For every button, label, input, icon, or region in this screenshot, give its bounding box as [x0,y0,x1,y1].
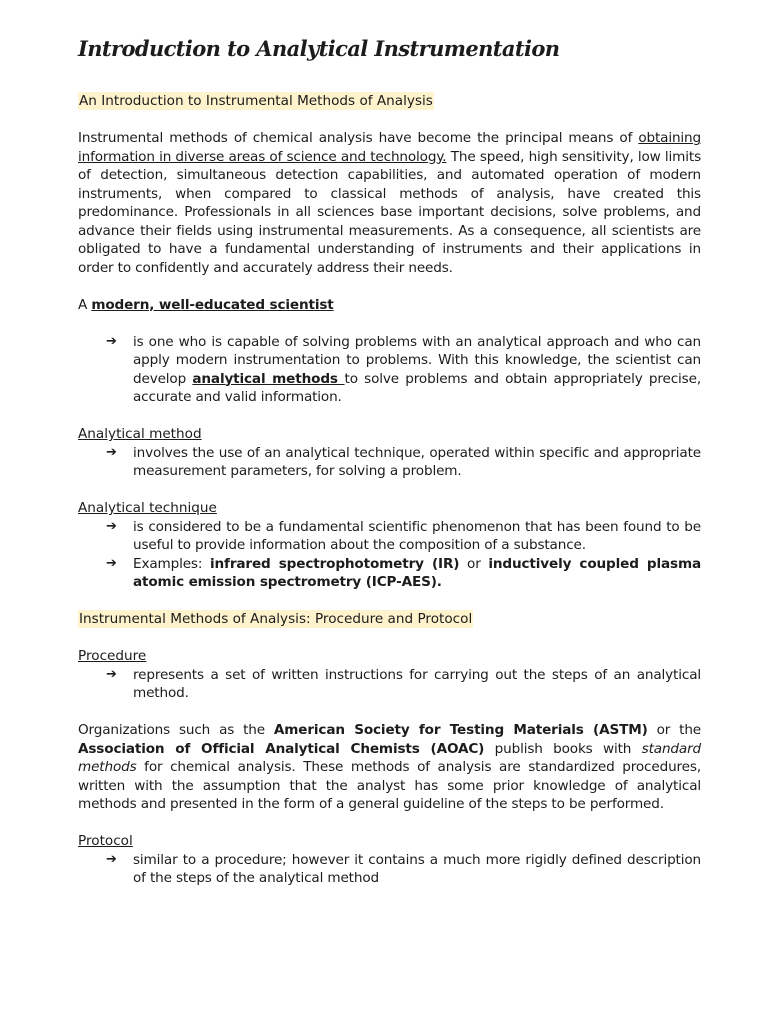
arrow-right-icon: ➔ [106,518,117,534]
example-icp-aes: inductively coupled plasma atomic emission spectrometry (ICP-AES). [133,555,701,590]
protocol-term: Protocol [78,833,133,849]
org-text-a: Organizations such as the [78,722,274,738]
analytical-method-definition: involves the use of an analytical technique, operated within specific and appropriate measurement parameters, for solving a problem. [133,444,701,479]
org-astm: American Society for Testing Materials (ASTM) [273,722,648,738]
intro-paragraph [78,129,701,277]
list-item [78,666,701,703]
section-heading-procedure-protocol [78,610,701,629]
scientist-bullet-text-a: is one who is capable of solving problems with an analytical approach and who can apply modern instrumentation to problems. With this knowledge, the scientist can develop [133,333,701,387]
list-item [78,444,701,481]
organizations-paragraph [78,721,701,814]
analytical-technique-bullets [78,518,701,592]
scientist-bullets [78,333,701,407]
document-page [78,30,701,888]
procedure-bullets [78,666,701,703]
procedure-term: Procedure [78,648,147,664]
section-heading-procedure-protocol-text: Instrumental Methods of Analysis: Procedure and Protocol [79,611,473,627]
protocol-bullets [78,851,701,888]
examples-or: or [459,555,489,572]
arrow-right-icon: ➔ [106,333,117,349]
protocol-definition: similar to a procedure; however it contains a much more rigidly defined description of the steps of the analytical method [133,851,701,886]
scientist-prefix: A [78,296,92,313]
intro-text-b: The speed, high sensitivity, low limits of detection, simultaneous detection capabilities, and automated operation of modern instruments, when compared to classical methods of analysis, have created this predominance. Professionals in all sciences base important decisions, solve problems, and advance their fields using instrumental measurements. As a consequence, all scientists are obligated to have a fundamental understanding of instruments and their applications in order to confidently and accurately address their needs. [78,148,701,276]
analytical-methods-term: analytical methods [192,370,345,387]
list-item [78,555,701,592]
analytical-technique-term: Analytical technique [78,500,217,516]
intro-underlined-phrase: obtaining information in diverse areas of science and technology. [78,130,701,165]
analytical-method-bullets [78,444,701,481]
scientist-term: modern, well-educated scientist [91,296,334,313]
section-heading-intro-text: An Introduction to Instrumental Methods of Analysis [79,93,433,109]
page-title: Introduction to Analytical Instrumentation [78,36,560,61]
analytical-method-term: Analytical method [78,426,202,442]
org-aoac: Association of Official Analytical Chemists (AOAC) [78,740,485,757]
arrow-right-icon: ➔ [106,555,117,571]
scientist-bullet-text-b: to solve problems and obtain appropriately precise, accurate and valid information. [133,370,701,405]
arrow-right-icon: ➔ [106,851,117,867]
org-text-c: publish books with [484,740,642,757]
list-item [78,851,701,888]
analytical-technique-definition: is considered to be a fundamental scientific phenomenon that has been found to be useful to provide information about the composition of a substance. [133,518,701,553]
scientist-line [78,296,701,315]
standard-methods-phrase: standard methods [78,740,701,775]
list-item [78,518,701,555]
intro-text-a: Instrumental methods of chemical analysis have become the principal means of [78,130,639,146]
arrow-right-icon: ➔ [106,444,117,460]
section-heading-intro [78,92,701,111]
org-text-b: or the [647,722,702,738]
example-ir: infrared spectrophotometry (IR) [210,555,460,572]
list-item [78,333,701,407]
examples-prefix: Examples: [133,555,211,572]
procedure-definition: represents a set of written instructions for carrying out the steps of an analytical method. [133,666,701,701]
arrow-right-icon: ➔ [106,666,117,682]
org-text-d: for chemical analysis. These methods of analysis are standardized procedures, written with the assumption that the analyst has some prior knowledge of analytical methods and presented in the form of a general guideline of the steps to be performed. [78,759,701,812]
